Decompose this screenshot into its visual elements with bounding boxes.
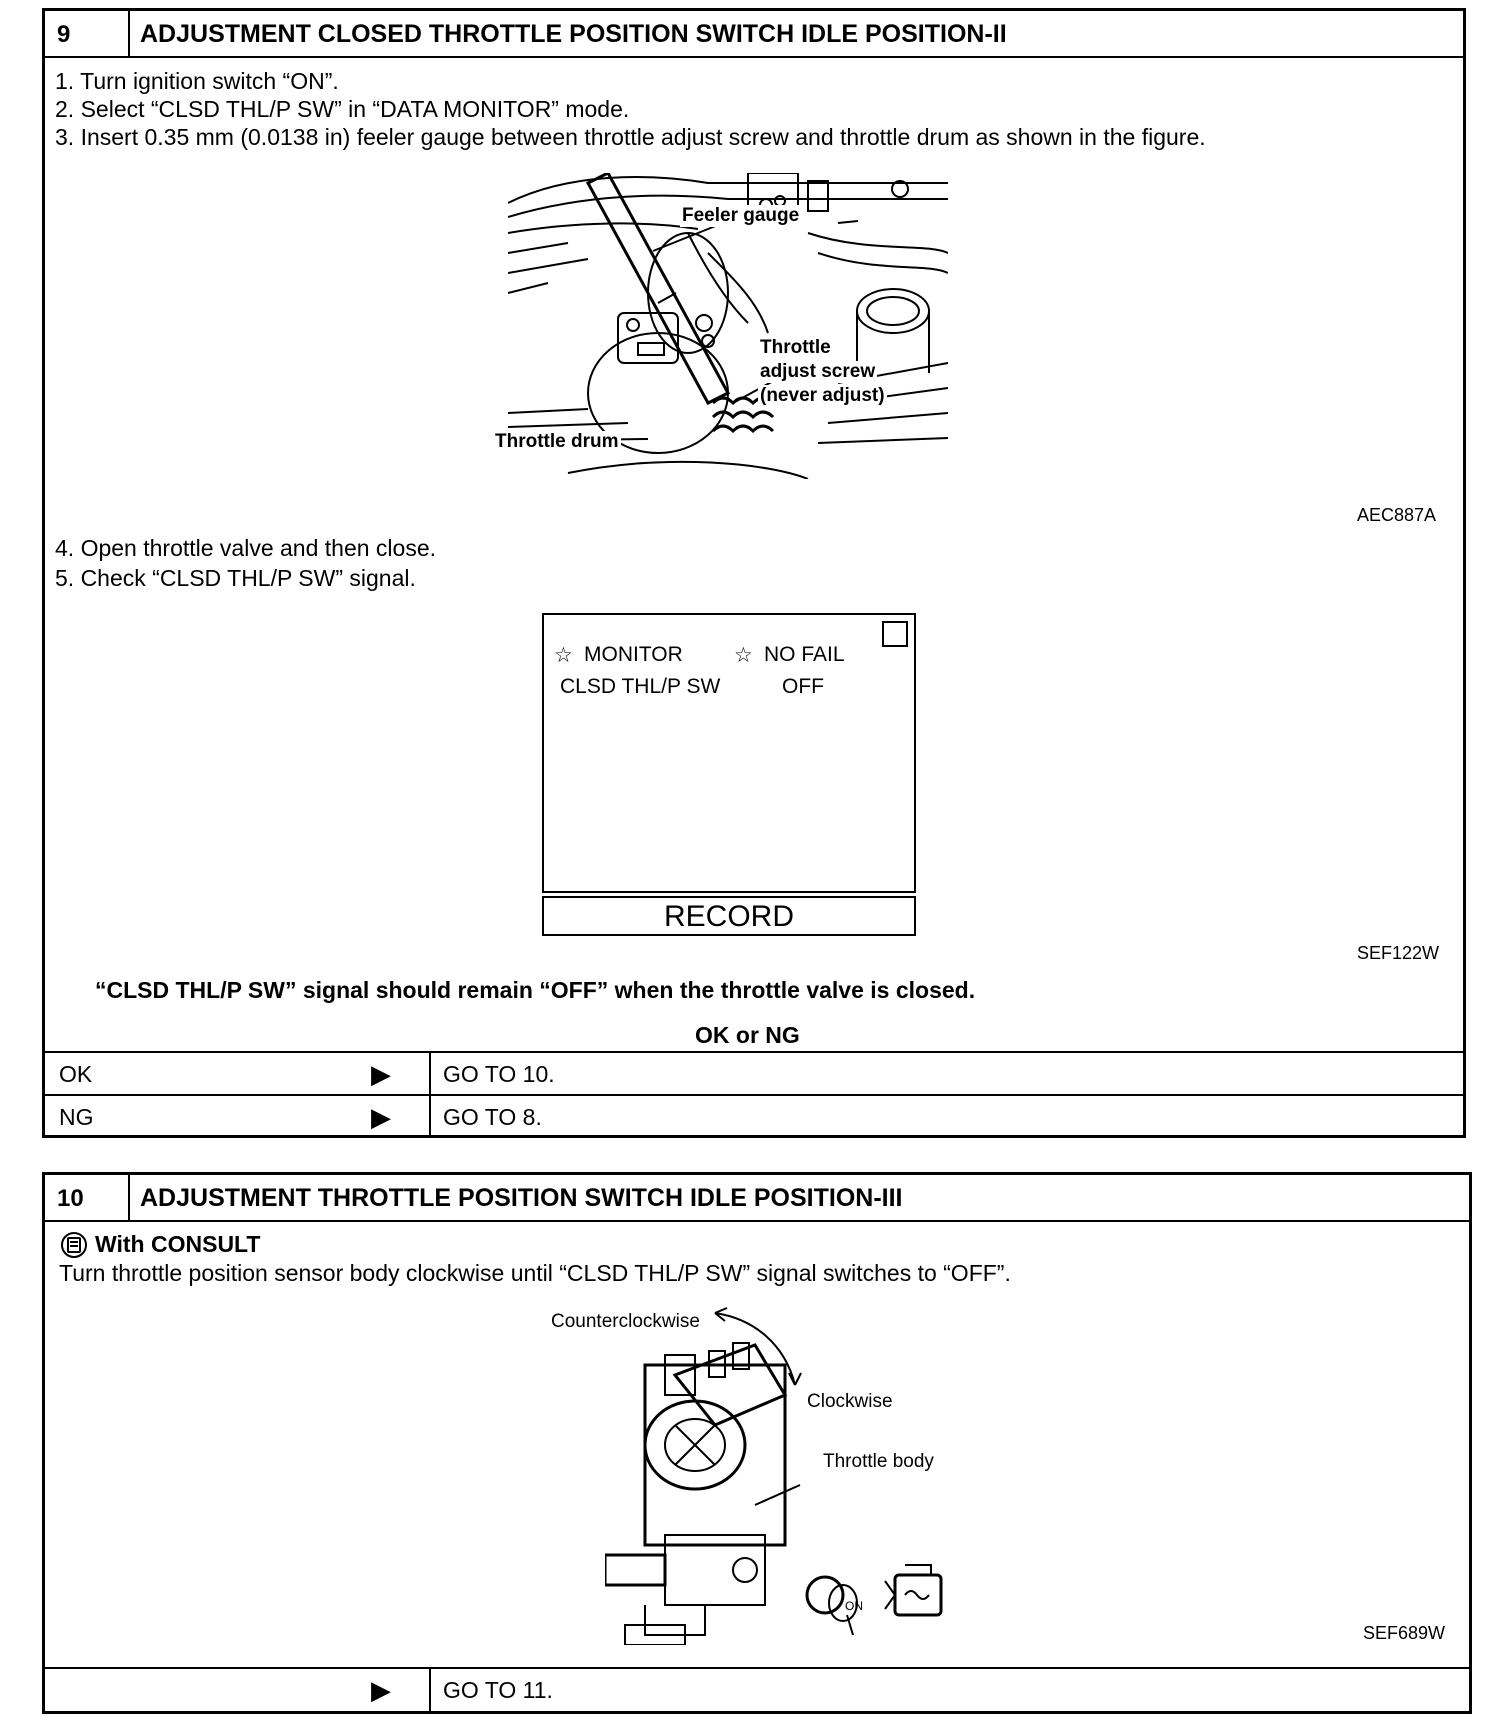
result-action[interactable]: GO TO 11. bbox=[443, 1677, 553, 1703]
step-9-header bbox=[45, 11, 1463, 58]
status-label: NO FAIL bbox=[764, 643, 845, 666]
monitor-label: MONITOR bbox=[584, 643, 683, 666]
step-9-box bbox=[42, 8, 1466, 1138]
step-line-4: 4. Open throttle valve and then close. bbox=[55, 535, 437, 561]
check-statement: “CLSD THL/P SW” signal should remain “OFF” when the throttle valve is closed. bbox=[95, 977, 976, 1003]
step-line-5: 5. Check “CLSD THL/P SW” signal. bbox=[55, 565, 416, 591]
step-number: 9 bbox=[45, 11, 130, 56]
result-key: OK bbox=[59, 1061, 93, 1087]
figure-ref-aec887a: AEC887A bbox=[1357, 505, 1437, 525]
counterclockwise-label: Counterclockwise bbox=[551, 1311, 700, 1332]
monitor-item-label: CLSD THL/P SW bbox=[560, 675, 721, 698]
arrow-icon: ▶ bbox=[371, 1675, 391, 1705]
step-title: ADJUSTMENT CLOSED THROTTLE POSITION SWITCH IDLE POSITION-II bbox=[140, 20, 1007, 48]
result-key: NG bbox=[59, 1104, 94, 1130]
data-monitor-screen bbox=[542, 613, 916, 893]
instruction-text: Turn throttle position sensor body clockwise until “CLSD THL/P SW” signal switches to “OFF”. bbox=[59, 1260, 1011, 1286]
result-row-ng bbox=[45, 1094, 1463, 1137]
screen-checkbox[interactable] bbox=[882, 621, 908, 647]
result-row-ok bbox=[45, 1051, 1463, 1094]
arrow-icon: ▶ bbox=[371, 1102, 391, 1132]
throttle-body-label: Throttle body bbox=[823, 1451, 934, 1472]
arrow-icon: ▶ bbox=[371, 1059, 391, 1089]
record-button[interactable]: RECORD bbox=[542, 896, 916, 936]
throttle-body-figure bbox=[605, 1305, 1045, 1645]
step-title: ADJUSTMENT THROTTLE POSITION SWITCH IDLE POSITION-III bbox=[140, 1184, 903, 1212]
step-10-box bbox=[42, 1172, 1472, 1714]
step-line-1: 1. Turn ignition switch “ON”. bbox=[55, 68, 339, 94]
feeler-gauge-label: Feeler gauge bbox=[682, 205, 800, 226]
result-action[interactable]: GO TO 10. bbox=[443, 1061, 555, 1087]
step-number: 10 bbox=[45, 1175, 130, 1220]
throttle-screw-label-2: adjust screw bbox=[760, 361, 876, 382]
step-10-header bbox=[45, 1175, 1469, 1222]
throttle-drum-label: Throttle drum bbox=[495, 431, 619, 452]
figure-ref-sef689w: SEF689W bbox=[1363, 1623, 1446, 1643]
result-action[interactable]: GO TO 8. bbox=[443, 1104, 542, 1130]
step-line-3: 3. Insert 0.35 mm (0.0138 in) feeler gauge between throttle adjust screw and throttle drum as shown in the figure. bbox=[55, 124, 1206, 150]
clockwise-label: Clockwise bbox=[807, 1391, 893, 1412]
monitor-item-value: OFF bbox=[782, 675, 824, 698]
result-row-next bbox=[45, 1667, 1469, 1711]
consult-icon bbox=[59, 1230, 89, 1260]
star-icon: ☆ bbox=[554, 644, 573, 667]
throttle-screw-label-3: (never adjust) bbox=[760, 385, 885, 406]
with-consult-label: With CONSULT bbox=[95, 1231, 261, 1257]
throttle-screw-label-1: Throttle bbox=[760, 337, 831, 358]
figure-ref-sef122w: SEF122W bbox=[1357, 943, 1440, 963]
ignition-key-on-label: ON bbox=[845, 1599, 863, 1613]
star-icon: ☆ bbox=[734, 644, 753, 667]
ok-or-ng: OK or NG bbox=[695, 1022, 800, 1048]
step-line-2: 2. Select “CLSD THL/P SW” in “DATA MONITOR” mode. bbox=[55, 96, 630, 122]
